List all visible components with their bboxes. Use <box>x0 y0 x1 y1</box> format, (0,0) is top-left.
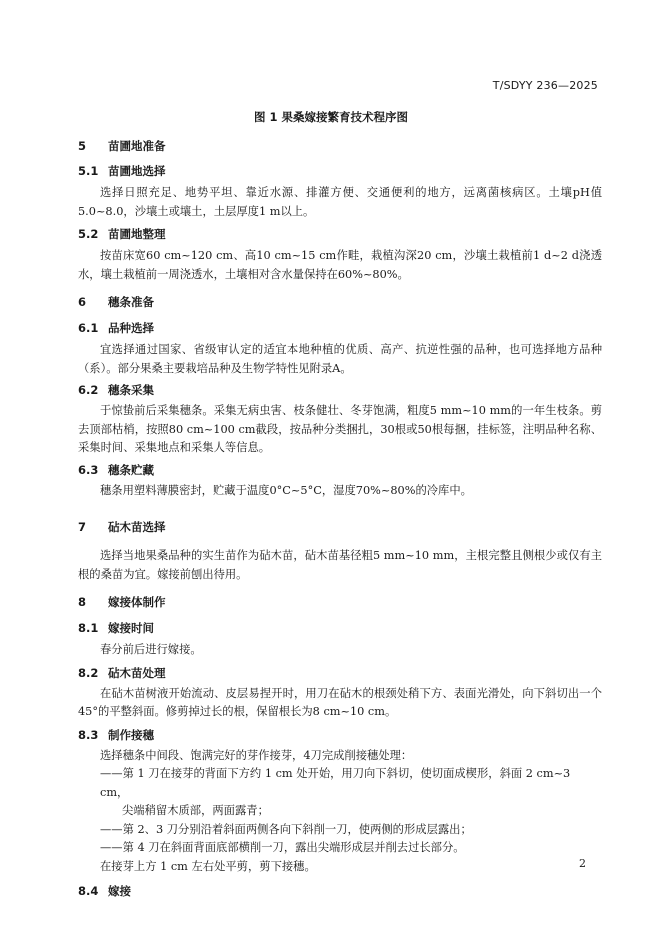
section-number: 8.1 <box>78 621 99 635</box>
standard-code: T/SDYY 236—2025 <box>492 79 598 92</box>
section-title: 穗条准备 <box>108 295 154 309</box>
paragraph: 选择穗条中间段、饱满完好的芽作接芽，4刀完成削接穗处理： <box>100 748 413 762</box>
section-title: 品种选择 <box>108 321 154 335</box>
section-title: 制作接穗 <box>108 727 154 742</box>
section-title: 砧木苗选择 <box>108 520 166 534</box>
page-number: 2 <box>579 857 586 870</box>
paragraph: 按苗床宽60 cm~120 cm、高10 cm~15 cm作畦，栽植沟深20 cm，沙壤土栽植前1 d~2 d浇透水，壤土栽植前一周浇透水，土壤相对含水量保持在60%~80%。 <box>78 249 602 281</box>
figure-caption: 图 1 果桑嫁接繁育技术程序图 <box>253 110 408 124</box>
section-5-heading <box>78 137 602 155</box>
section-number: 5 <box>78 139 87 153</box>
paragraph: 于惊蛰前后采集穗条。采集无病虫害、枝条健壮、冬芽饱满，粗度5 mm~10 mm的一年生枝条。剪去顶部枯梢，按照80 cm~100 cm截段，按品种分类捆扎，30根或50根每捆，挂标签，注明品种名称、采集时间、采集地点和采集人等信息。 <box>78 404 602 454</box>
section-number: 6.2 <box>78 383 99 397</box>
section-5-1-heading <box>78 162 602 180</box>
document-body <box>78 131 602 900</box>
section-number: 7 <box>78 520 87 534</box>
paragraph: 在接芽上方 1 cm 左右处平剪，剪下接穗。 <box>100 859 316 873</box>
list-item-continuation: 尖端稍留木质部，两面露青； <box>122 804 269 817</box>
section-number: 8.3 <box>78 727 99 742</box>
section-title: 砧木苗处理 <box>108 665 166 680</box>
section-8-1-heading <box>78 619 602 637</box>
section-number: 5.2 <box>78 227 99 241</box>
section-title: 苗圃地选择 <box>108 164 166 178</box>
list-item: ——第 2、3 刀分别沿着斜面两侧各向下斜削一刀，使两侧的形成层露出； <box>100 822 472 836</box>
section-title: 穗条采集 <box>108 383 154 397</box>
section-6-1-heading <box>78 319 602 337</box>
paragraph: 宜选择通过国家、省级审认定的适宜本地种植的优质、高产、抗逆性强的品种，也可选择地方品种（系）。部分果桑主要栽培品种及生物学特性见附录A。 <box>78 343 602 375</box>
paragraph: 春分前后进行嫁接。 <box>100 643 202 656</box>
list-item: ——第 1 刀在接芽的背面下方约 1 cm 处开始，用刀向下斜切，使切面成楔形，斜面 2 cm~3 cm， <box>100 767 571 799</box>
section-8-4-heading <box>78 882 602 900</box>
section-8-3-heading <box>78 726 602 744</box>
section-title: 穗条贮藏 <box>108 462 154 477</box>
section-number: 8.4 <box>78 884 99 898</box>
section-6-2-heading <box>78 381 602 399</box>
section-6-3-heading <box>78 461 602 479</box>
section-number: 8.2 <box>78 665 99 680</box>
section-7-heading <box>78 518 602 536</box>
section-number: 8 <box>78 595 87 609</box>
section-number: 6.3 <box>78 462 99 477</box>
paragraph: 在砧木苗树液开始流动、皮层易捏开时，用刀在砧木的根颈处稍下方、表面光滑处，向下斜切出一个45°的平整斜面。修剪掉过长的根，保留根长为8 cm~10 cm。 <box>78 686 602 718</box>
section-title: 苗圃地整理 <box>108 227 166 241</box>
section-number: 5.1 <box>78 164 99 178</box>
section-title: 嫁接时间 <box>108 621 154 635</box>
list-item: ——第 4 刀在斜面背面底部横削一刀，露出尖端形成层并削去过长部分。 <box>100 841 465 854</box>
section-title: 嫁接体制作 <box>108 595 166 609</box>
paragraph: 穗条用塑料薄膜密封，贮藏于温度0°C~5°C，湿度70%~80%的冷库中。 <box>100 483 472 497</box>
section-title: 苗圃地准备 <box>108 139 166 153</box>
paragraph: 选择当地果桑品种的实生苗作为砧木苗，砧木苗基径粗5 mm~10 mm，主根完整且侧根少或仅有主根的桑苗为宜。嫁接前刨出待用。 <box>78 549 602 581</box>
section-title: 嫁接 <box>108 884 131 898</box>
paragraph: 选择日照充足、地势平坦、靠近水源、排灌方便、交通便利的地方，远离菌核病区。土壤pH值5.0~8.0，沙壤土或壤土，土层厚度1 m以上。 <box>78 186 602 218</box>
section-8-2-heading <box>78 664 602 682</box>
section-number: 6.1 <box>78 321 99 335</box>
section-8-heading <box>78 593 602 611</box>
section-number: 6 <box>78 295 87 309</box>
section-6-heading <box>78 293 602 311</box>
section-5-2-heading <box>78 225 602 243</box>
